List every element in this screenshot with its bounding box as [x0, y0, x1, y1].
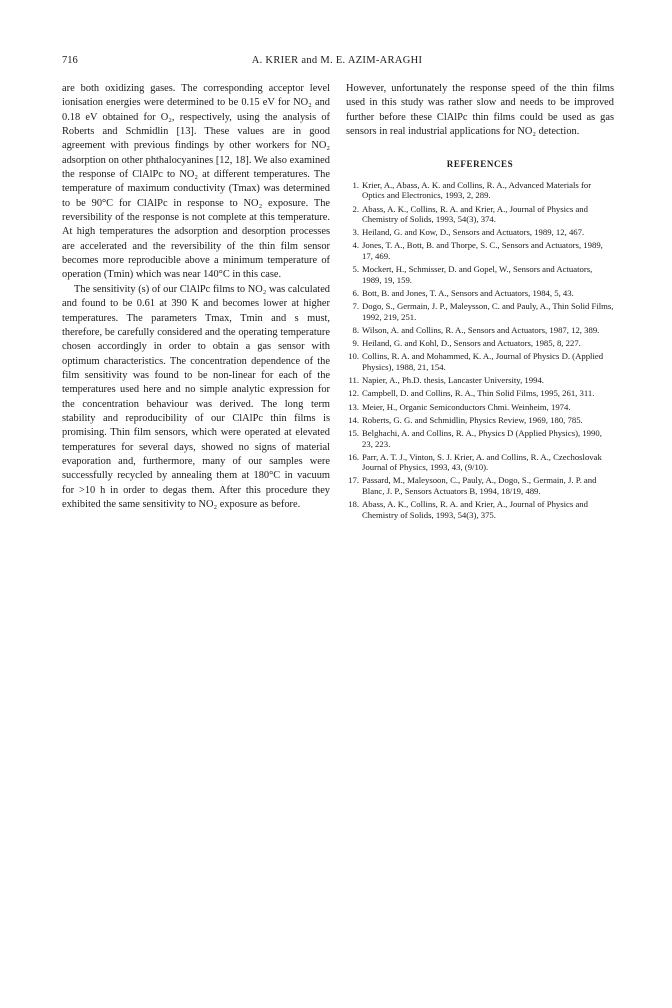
reference-item — [346, 499, 614, 520]
reference-list — [346, 180, 614, 521]
page-header — [62, 55, 612, 71]
running-head: A. KRIER and M. E. AZIM-ARAGHI — [251, 55, 423, 66]
reference-text: Mockert, H., Schmisser, D. and Gopel, W., Sensors and Actuators, 1989, 19, 159. — [362, 264, 593, 285]
reference-number: 10. — [348, 351, 359, 362]
reference-text: Passard, M., Maleysoon, C., Pauly, A., Dogo, S., Germain, J. P. and Blanc, J. P., Sensors Actuators B, 1994, 18/19, 489. — [362, 475, 597, 497]
reference-text: Heiland, G. and Kohl, D., Sensors and Actuators, 1985, 8, 227. — [362, 338, 581, 349]
reference-text: Campbell, D. and Collins, R. A., Thin Solid Films, 1995, 261, 311. — [362, 388, 595, 399]
reference-number: 8. — [352, 325, 359, 335]
reference-number: 11. — [348, 375, 359, 386]
reference-number: 1. — [352, 179, 359, 190]
reference-text: Jones, T. A., Bott, B. and Thorpe, S. C., Sensors and Actuators, 1989, 17, 469. — [362, 240, 603, 262]
reference-text: Dogo, S., Germain, J. P., Maleysson, C. and Pauly, A., Thin Solid Films, 1992, 219, 251. — [362, 301, 614, 322]
reference-item — [346, 180, 614, 201]
reference-number: 5. — [352, 264, 359, 275]
reference-number: 13. — [348, 401, 359, 412]
reference-item — [346, 264, 614, 285]
reference-number: 7. — [352, 301, 359, 312]
reference-number: 14. — [348, 414, 359, 425]
reference-text: Abass, A. K., Collins, R. A. and Krier, A., Journal of Physics and Chemistry of Solids, 1993, 54(3), 375. — [362, 499, 588, 520]
reference-text: Parr, A. T. J., Vinton, S. J. Krier, A. and Collins, R. A., Czechoslovak Journal of Physics, 1993, 43, (9/10). — [362, 451, 602, 473]
reference-item — [346, 325, 614, 336]
reference-text: Heiland, G. and Kow, D., Sensors and Actuators, 1989, 12, 467. — [362, 227, 585, 238]
right-column — [346, 82, 614, 523]
reference-text: Krier, A., Abass, A. K. and Collins, R. A., Advanced Materials for Optics and Electronics, 1993, 2, 289. — [362, 179, 592, 201]
left-column — [62, 82, 330, 512]
reference-item — [346, 301, 614, 322]
reference-item — [346, 240, 614, 261]
reference-item — [346, 415, 614, 426]
reference-item — [346, 338, 614, 349]
reference-text: Collins, R. A. and Mohammed, K. A., Journal of Physics D. (Applied Physics), 1988, 21, 154. — [362, 351, 604, 372]
reference-number: 12. — [348, 388, 359, 399]
body-paragraph: However, unfortunately the response speed of the thin films used in this study was rather slow and needs to be improved further before these ClAlPc thin films could be used as gas sensors in real industrial applications for NO₂ detection. — [346, 83, 614, 138]
reference-item — [346, 288, 614, 299]
reference-text: Wilson, A. and Collins, R. A., Sensors and Actuators, 1987, 12, 389. — [362, 325, 600, 335]
reference-item — [346, 375, 614, 386]
reference-number: 2. — [352, 203, 359, 214]
reference-text: Belghachi, A. and Collins, R. A., Physics D (Applied Physics), 1990, 23, 223. — [362, 427, 602, 449]
reference-number: 18. — [348, 499, 359, 510]
reference-text: Bott, B. and Jones, T. A., Sensors and Actuators, 1984, 5, 43. — [362, 288, 574, 299]
reference-number: 15. — [348, 427, 359, 438]
reference-text: Napier, A., Ph.D. thesis, Lancaster University, 1994. — [362, 375, 544, 386]
reference-number: 3. — [352, 227, 359, 238]
page-number: 716 — [62, 55, 78, 66]
reference-item — [346, 428, 614, 449]
body-paragraph: The sensitivity (s) of our ClAlPc films to NO₂ was calculated and found to be 0.61 at 390 K and becomes lower at higher temperatures. The parameters Tmax, Tmin and s must, therefore, be carefully considered and the operating temperature chosen accordingly in order to obtain a gas sensor with optimum characteristics. The concentration dependence of the film sensitivity was found to be non-linear for each of the temperatures used here and no simple analytic expression for the concentration behaviour was derived. The long term stability and reproducibility of our ClAlPc thin films is promising. Thin film sensors, which were operated at elevated temperatures for several days, showed no signs of material evaporation and, furthermore, many of our samples were successfully recycled by annealing them at 180°C in vacuum for >10 h in order to degas them. After this procedure they exhibited the same sensitivity to NO₂ exposure as before. — [62, 283, 330, 510]
reference-number: 17. — [348, 475, 359, 486]
reference-text: Abass, A. K., Collins, R. A. and Krier, A., Journal of Physics and Chemistry of Solids, 1993, 54(3), 374. — [362, 203, 588, 225]
body-paragraph: are both oxidizing gases. The corresponding acceptor level ionisation energies were determined to be 0.15 eV for NO₂ and 0.18 eV obtained for O₂, respectively, using the analysis of Roberts and Schmidlin [13]. These values are in good agreement with previous findings by other workers for NO₂ adsorption on other phthalocyanines [12, 18]. We also examined the response of ClAlPc to NO₂ at different temperatures. The temperature of maximum conductivity (Tmax) was determined to be 90°C for ClAlPc in response to NO₂ exposure. The reversibility of the response is not complete at this temperature. At high temperatures the adsorption and desorption processes are accelerated and the reversibility of the thin film sensor becomes more reproducible above a minimum temperature of operation (Tmin) which was near 140°C in this case. — [62, 83, 330, 281]
reference-item — [346, 452, 614, 473]
reference-number: 16. — [348, 451, 359, 462]
reference-item — [346, 402, 614, 413]
reference-item — [346, 351, 614, 372]
reference-text: Meier, H., Organic Semiconductors Chmi. Weinheim, 1974. — [362, 401, 571, 412]
reference-item — [346, 204, 614, 225]
reference-number: 4. — [352, 240, 359, 251]
reference-item — [346, 475, 614, 496]
references-heading: REFERENCES — [446, 159, 514, 170]
reference-number: 9. — [352, 338, 359, 349]
reference-number: 6. — [352, 288, 359, 299]
reference-text: Roberts, G. G. and Schmidlin, Physics Review, 1969, 180, 785. — [362, 414, 583, 425]
reference-item — [346, 388, 614, 399]
reference-item — [346, 227, 614, 238]
